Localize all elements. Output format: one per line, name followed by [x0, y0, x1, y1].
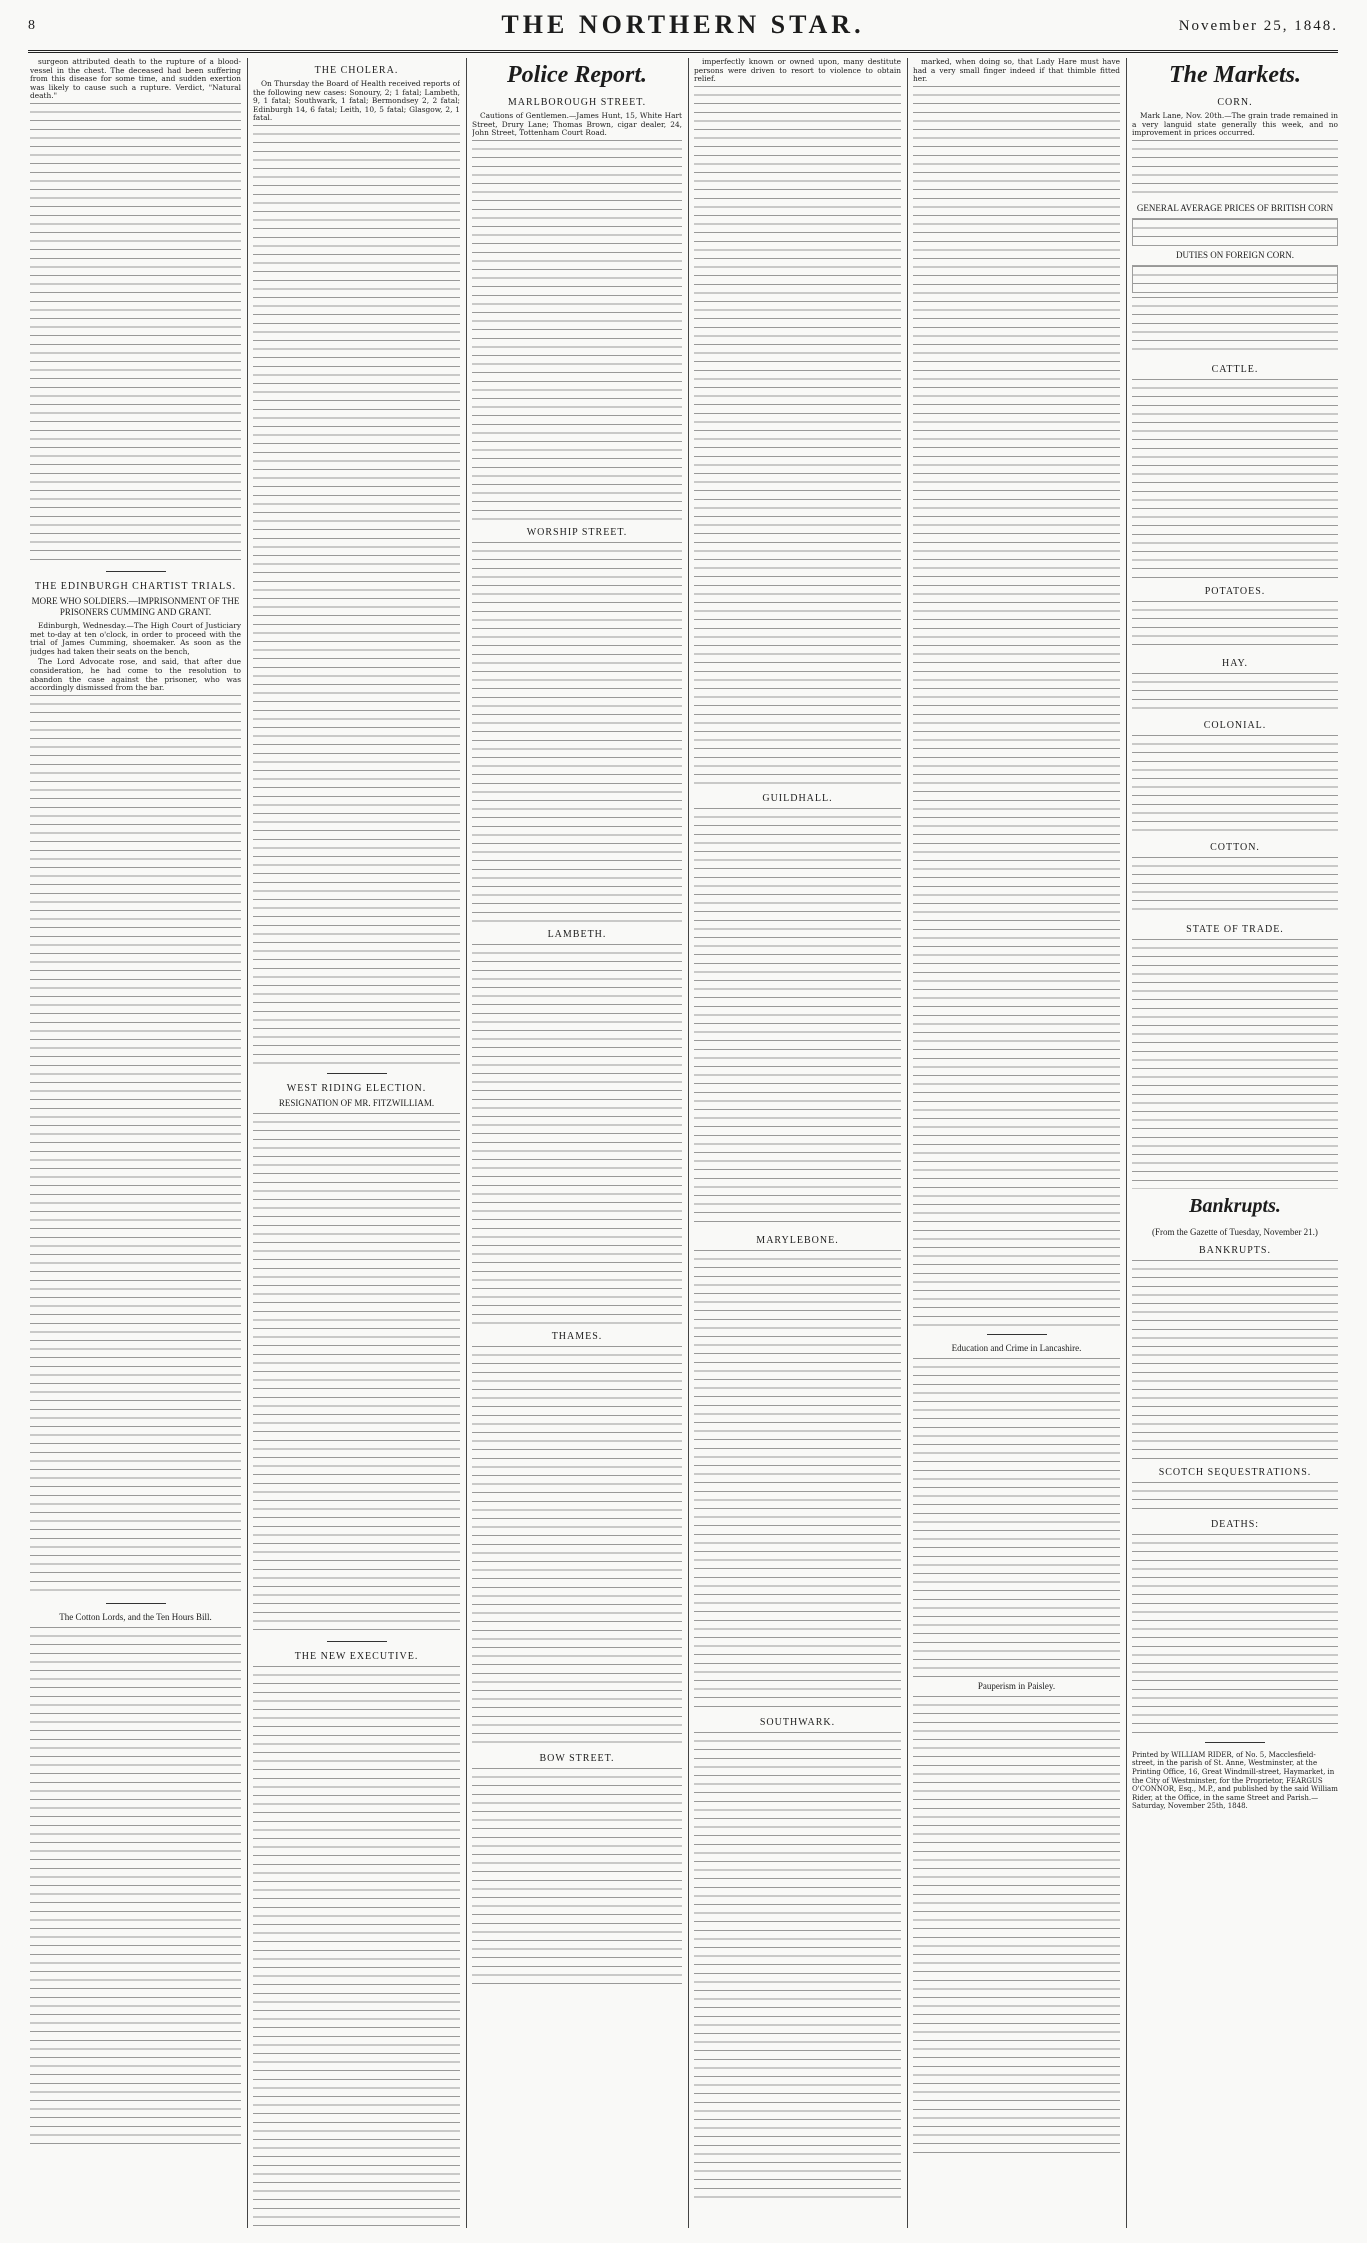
body-text-block: [913, 86, 1120, 1326]
price-table: [1132, 265, 1338, 293]
body-text-block: [1132, 1482, 1338, 1512]
body-text-block: [694, 86, 901, 786]
section-heading: Police Report.: [507, 62, 647, 88]
article-text: Edinburgh, Wednesday.—The High Court of Justiciary met to-day at ten o'clock, in order to proceed with the trial of James Cumming, shoemaker. As soon as the judges had taken their seats on the bench,: [30, 620, 241, 656]
body-text-block: [913, 1696, 1120, 2156]
body-text-block: [913, 1358, 1120, 1678]
column-2: [253, 58, 460, 2233]
price-table: [1132, 218, 1338, 246]
page-number: 8: [28, 18, 35, 33]
body-text-block: [253, 125, 460, 1065]
body-text-block: [472, 1346, 682, 1746]
market-heading: COLONIAL.: [1203, 719, 1267, 731]
section-heading: The Markets.: [1169, 62, 1301, 88]
section-rule: [987, 1334, 1047, 1335]
market-heading: COTTON.: [1210, 841, 1260, 853]
column-rule: [907, 58, 908, 2228]
body-text-block: [30, 103, 241, 563]
list-heading: BANKRUPTS.: [1199, 1244, 1271, 1256]
market-heading: STATE OF TRADE.: [1186, 923, 1284, 935]
body-text-block: [1132, 297, 1338, 357]
article-heading: WEST RIDING ELECTION.: [286, 1082, 427, 1094]
court-heading: LAMBETH.: [547, 928, 607, 940]
article-heading: THE CHOLERA.: [314, 65, 399, 76]
printer-imprint: Printed by WILLIAM RIDER, of No. 5, Macclesfield-street, in the parish of St. Anne, Westminster, at the Printing Office, 16, Great Windmill-street, Haymarket, in the City of Westminster, for the Proprietor, FEARGUS O'CONNOR, Esq., M.P., and published by the said William Rider, at the Office, in the same Street and Parish.—Saturday, November 25th, 1848.: [1132, 1750, 1338, 1811]
table-heading: DUTIES ON FOREIGN CORN.: [1175, 249, 1294, 260]
column-1: [30, 58, 241, 2233]
market-heading: HAY.: [1222, 657, 1248, 669]
body-text-block: [1132, 1260, 1338, 1460]
body-text-block: [1132, 939, 1338, 1189]
body-text-block: [472, 542, 682, 922]
article-heading: The Cotton Lords, and the Ten Hours Bill.: [59, 1611, 212, 1622]
body-text-block: [1132, 1534, 1338, 1734]
article-heading: THE EDINBURGH CHARTIST TRIALS.: [34, 580, 237, 592]
article-text: surgeon attributed death to the rupture of a blood-vessel in the chest. The deceased had been suffering from this disease for some time, and sudden exertion was likely to cause such a rupture. Verdict, "Natural death.": [30, 58, 241, 101]
market-heading: POTATOES.: [1204, 585, 1266, 597]
body-text-block: [1132, 601, 1338, 651]
column-6: [1132, 58, 1338, 2233]
list-heading: DEATHS:: [1210, 1518, 1260, 1530]
article-heading: THE NEW EXECUTIVE.: [294, 1650, 419, 1662]
masthead-rule: [28, 50, 1338, 53]
column-3: [472, 58, 682, 2233]
body-text-block: [1132, 735, 1338, 835]
body-text-block: [472, 140, 682, 520]
article-text: imperfectly known or owned upon, many destitute persons were driven to resort to violence to obtain relief.: [694, 58, 901, 84]
column-rule: [1126, 58, 1127, 2228]
section-rule: [106, 1603, 166, 1604]
body-text-block: [253, 1666, 460, 2226]
body-text-block: [30, 1627, 241, 2147]
court-heading: MARYLEBONE.: [756, 1234, 839, 1246]
body-text-block: [1132, 857, 1338, 917]
section-rule: [327, 1641, 387, 1642]
section-heading: Bankrupts.: [1189, 1194, 1281, 1217]
issue-date: November 25, 1848.: [1178, 18, 1338, 34]
column-4: [694, 58, 901, 2233]
section-rule: [1205, 1742, 1265, 1743]
article-text: The Lord Advocate rose, and said, that after due consideration, he had come to the resolution to abandon the case against the prisoner, who was accordingly dismissed from the bar.: [30, 657, 241, 693]
article-text: On Thursday the Board of Health received reports of the following new cases: Sonoury, 2; 1 fatal; Lambeth, 9, 1 fatal; Southwark, 1 fatal; Bermondsey 2, 2 fatal; Edinburgh 14, 6 fatal; Leith, 10, 5 fatal; Glasgow, 2, 1 fatal.: [253, 79, 460, 123]
list-heading: SCOTCH SEQUESTRATIONS.: [1158, 1466, 1312, 1478]
column-rule: [466, 58, 467, 2228]
body-text-block: [30, 695, 241, 1595]
body-text-block: [1132, 673, 1338, 713]
court-heading: BOW STREET.: [539, 1752, 615, 1764]
column-5: [913, 58, 1120, 2233]
column-rule: [247, 58, 248, 2228]
court-heading: THAMES.: [551, 1330, 603, 1342]
court-heading: GUILDHALL.: [762, 792, 833, 804]
body-text-block: [472, 944, 682, 1324]
table-heading: GENERAL AVERAGE PRICES OF BRITISH CORN: [1136, 202, 1334, 213]
article-text: marked, when doing so, that Lady Hare must have had a very small finger indeed if that thimble fitted her.: [913, 58, 1120, 84]
article-heading: Pauperism in Paisley.: [977, 1680, 1056, 1691]
body-text-block: [694, 1250, 901, 1710]
court-heading: MARLBOROUGH STREET.: [507, 97, 647, 108]
article-heading: Education and Crime in Lancashire.: [951, 1342, 1082, 1353]
article-subheading: RESIGNATION OF MR. FITZWILLIAM.: [278, 1097, 435, 1108]
newspaper-title: THE NORTHERN STAR.: [501, 10, 865, 39]
column-rule: [688, 58, 689, 2228]
article-text: Mark Lane, Nov. 20th.—The grain trade remained in a very languid state generally this week, and no improvement in prices occurred.: [1132, 111, 1338, 138]
body-text-block: [1132, 379, 1338, 579]
body-text-block: [694, 1732, 901, 2202]
market-heading: CATTLE.: [1211, 363, 1259, 375]
article-subheading: MORE WHO SOLDIERS.—IMPRISONMENT OF THE PRISONERS CUMMING AND GRANT.: [31, 595, 240, 617]
article-text: Cautions of Gentlemen.—James Hunt, 15, White Hart Street, Drury Lane; Thomas Brown, cigar dealer, 24, John Street, Tottenham Court Road.: [472, 111, 682, 138]
court-heading: SOUTHWARK.: [759, 1716, 836, 1728]
section-rule: [327, 1073, 387, 1074]
market-heading: CORN.: [1217, 97, 1253, 108]
body-text-block: [1132, 140, 1338, 200]
court-heading: WORSHIP STREET.: [526, 526, 628, 538]
body-text-block: [253, 1113, 460, 1633]
gazette-note: (From the Gazette of Tuesday, November 21.): [1152, 1226, 1318, 1237]
body-text-block: [472, 1768, 682, 1988]
masthead: [28, 4, 1338, 52]
section-rule: [106, 571, 166, 572]
body-text-block: [694, 808, 901, 1228]
